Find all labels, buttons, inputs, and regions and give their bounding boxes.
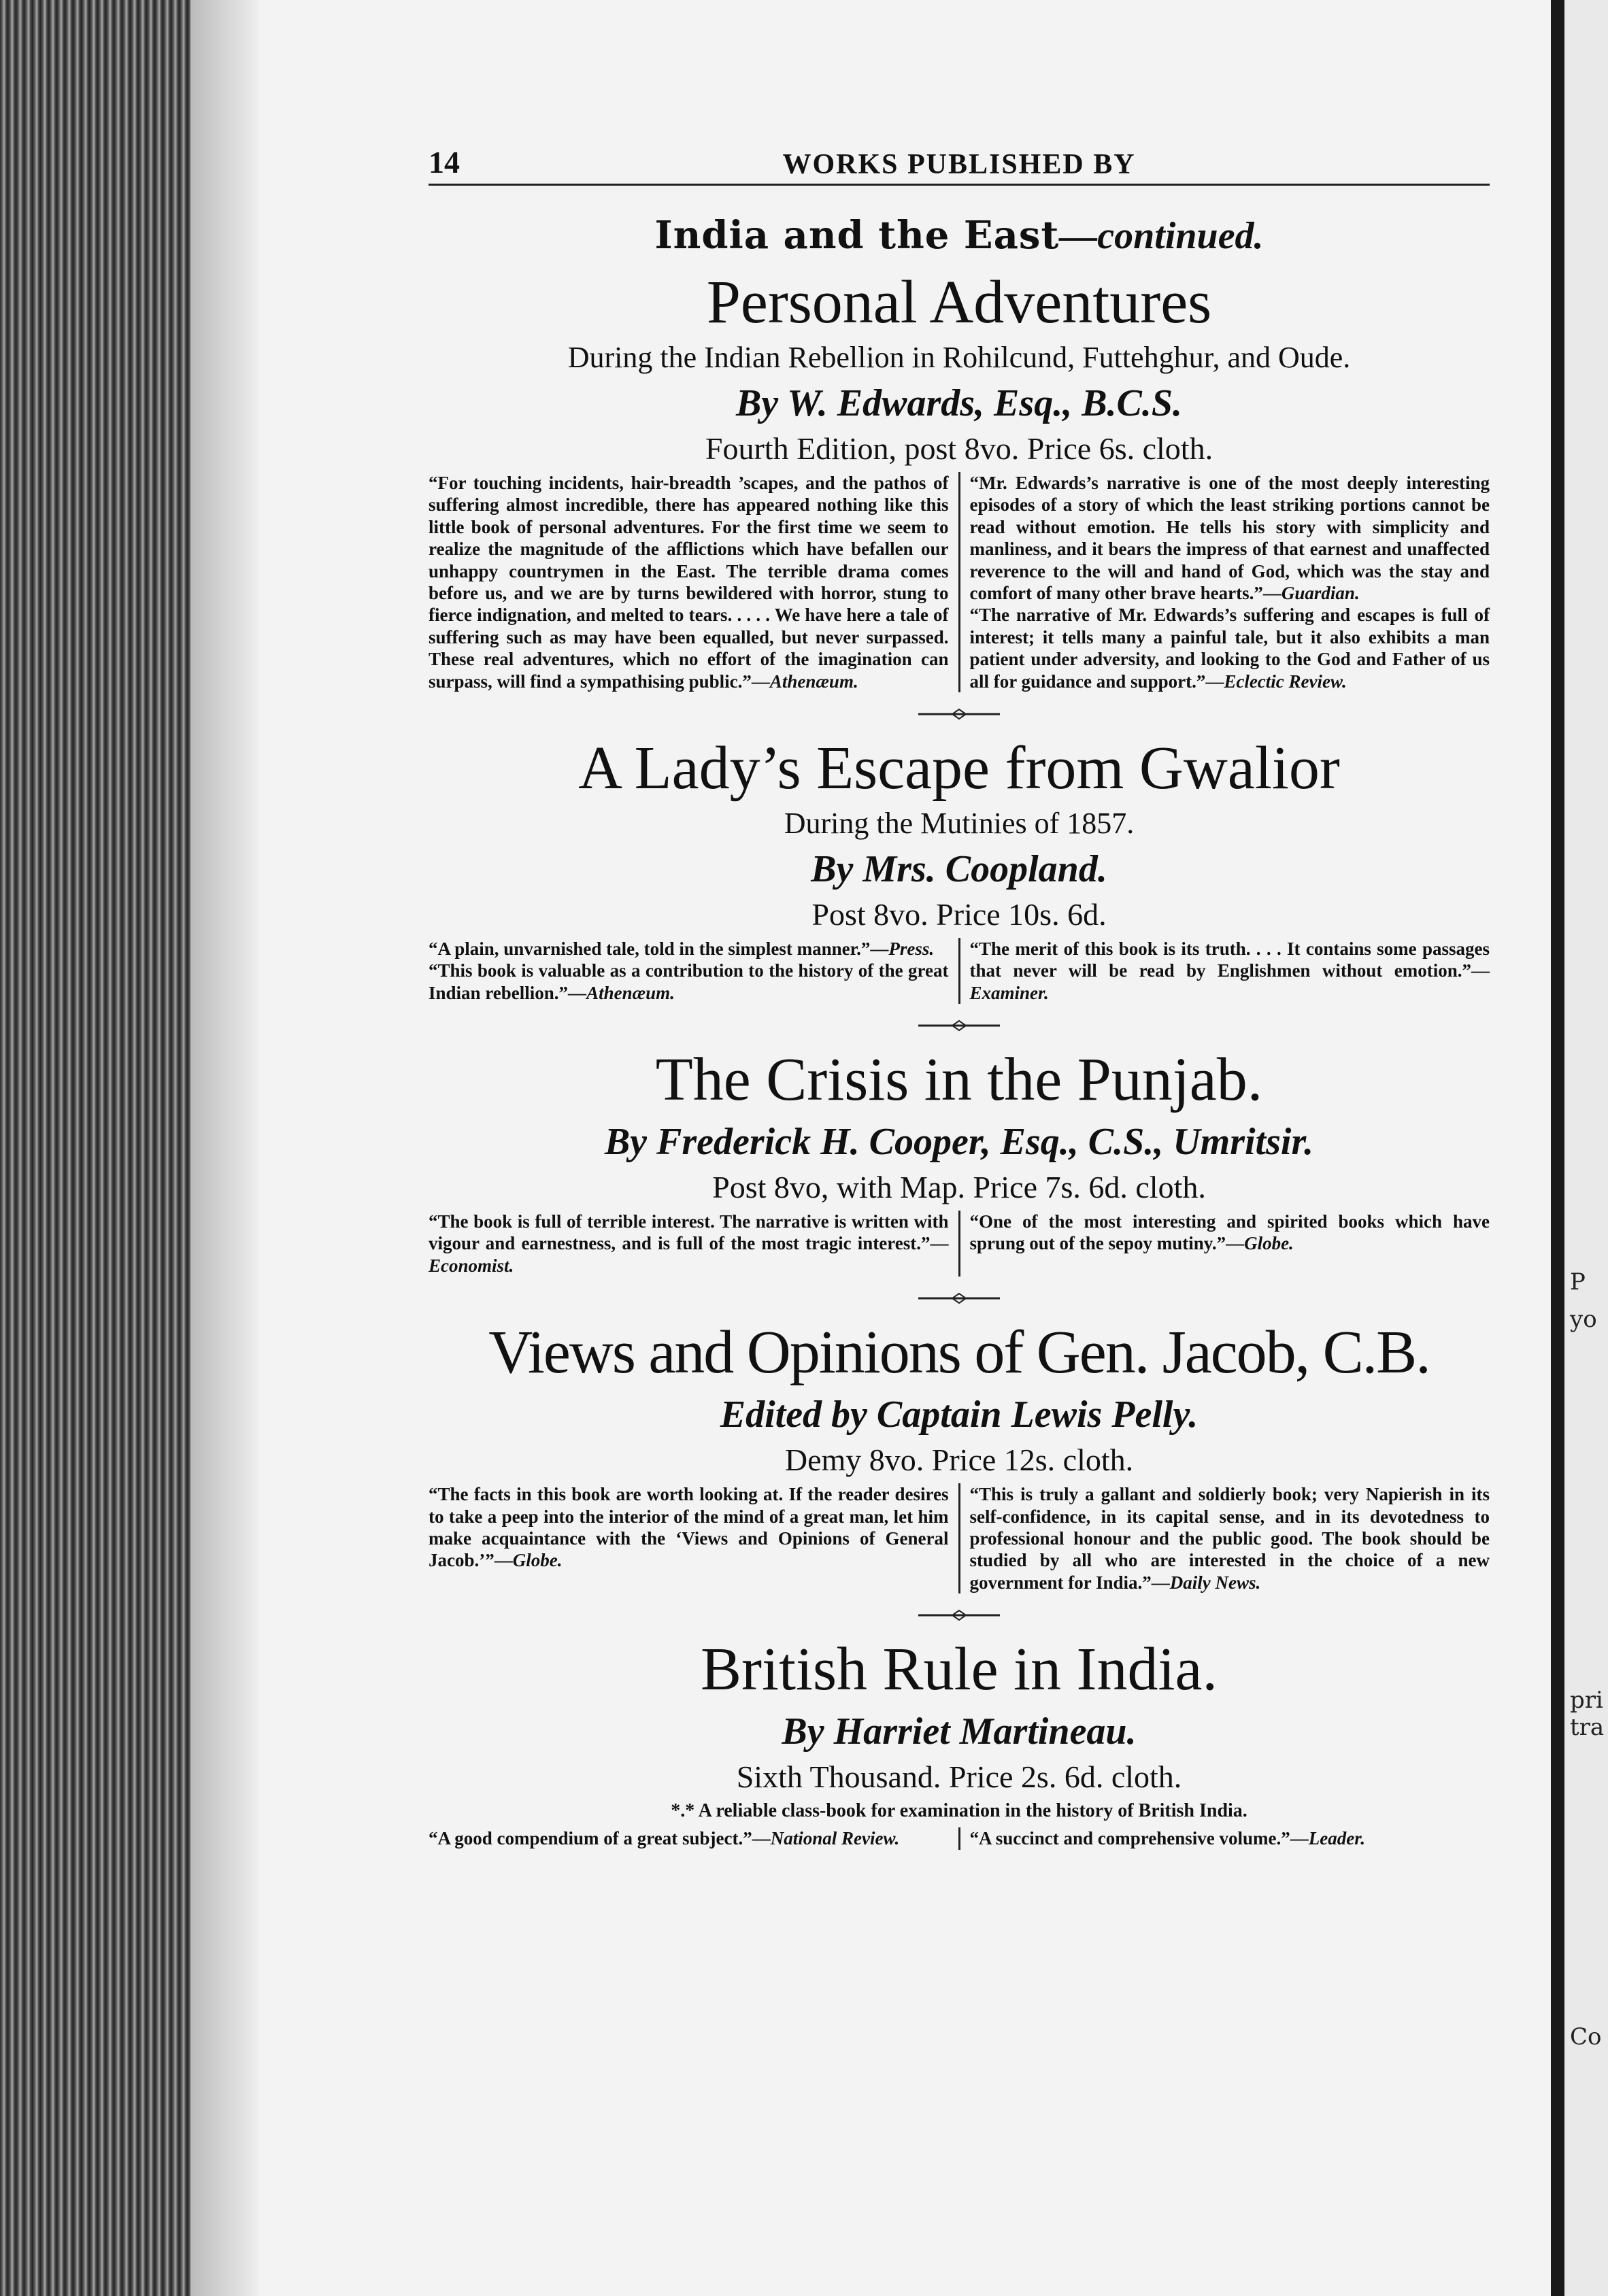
review-column-right <box>958 938 1490 1004</box>
adjacent-fragment: yo <box>1570 1306 1597 1333</box>
adjacent-page-sliver <box>1564 0 1608 2296</box>
review-quote: “The narrative of Mr. Edwards’s suffering and escapes is full of interest; it tells many a painful tale, but it also exhibits a man patient under adversity, and looking to the God and Father of us all for guidance and support.”—Eclectic Review. <box>969 605 1490 692</box>
book-author: By W. Edwards, Esq., B.C.S. <box>735 382 1183 424</box>
running-head-title: WORKS PUBLISHED BY <box>782 149 1136 180</box>
book-title: A Lady’s Escape from Gwalior <box>578 734 1340 802</box>
book-author: By Harriet Martineau. <box>782 1710 1137 1753</box>
review-column-left <box>429 1483 949 1593</box>
book-author: By Mrs. Coopland. <box>811 847 1107 890</box>
book-subtitle: During the Indian Rebellion in Rohilcund, Futtehghur, and Oude. <box>567 341 1351 374</box>
reviews <box>429 938 1490 1004</box>
reviews <box>429 1483 1490 1593</box>
review-quote: “The merit of this book is its truth. . . . It contains some passages that never will be read by Englishmen without emotion.”—Examiner. <box>969 938 1490 1003</box>
review-quote: “The book is full of terrible interest. The narrative is written with vigour and earnestness, and is full of the most tragic interest.”—Economist. <box>429 1211 949 1276</box>
review-column-left <box>429 1211 949 1277</box>
book-title: British Rule in India. <box>701 1636 1218 1704</box>
review-column-left <box>429 1827 949 1849</box>
book-subtitle: During the Mutinies of 1857. <box>784 806 1135 840</box>
review-column-right <box>958 1827 1490 1849</box>
review-source: Examiner. <box>969 982 1049 1003</box>
review-quote: “This is truly a gallant and soldierly book; very Napierish in its self-confidence, in its capital sense, and in its devotedness to professional honour and the public good. The book should be studied by all who are interested in the choice of a new government for India.”—Daily News. <box>969 1484 1490 1593</box>
review-column-right <box>958 1483 1490 1593</box>
review-source: Eclectic Review. <box>1224 671 1347 692</box>
review-source: Athenæum. <box>586 982 675 1003</box>
review-quote: “A plain, unvarnished tale, told in the simplest manner.”—Press. <box>429 938 935 959</box>
review-source: Guardian. <box>1281 582 1360 603</box>
ornament-separator <box>429 707 1490 724</box>
review-source: Leader. <box>1308 1828 1365 1849</box>
review-source: Economist. <box>429 1255 514 1276</box>
adjacent-fragment: tra <box>1570 1714 1605 1741</box>
review-quote: “A good compendium of a great subject.”—National Review. <box>429 1828 900 1849</box>
review-source: Globe. <box>1244 1233 1294 1254</box>
review-column-left <box>429 938 949 1004</box>
book-edge-inner <box>190 0 258 2296</box>
review-quote: “A succinct and comprehensive volume.”—Leader. <box>969 1828 1365 1849</box>
book-title: The Crisis in the Punjab. <box>655 1046 1263 1114</box>
book-title: Personal Adventures <box>706 269 1212 336</box>
review-column-right <box>958 1211 1490 1277</box>
review-source: Athenæum. <box>769 671 858 692</box>
page-number: 14 <box>429 145 460 180</box>
review-source: Globe. <box>512 1550 563 1571</box>
book-price: Fourth Edition, post 8vo. Price 6s. cloth. <box>705 431 1213 466</box>
section-continued: —continued. <box>1059 215 1264 257</box>
book-price: Demy 8vo. Price 12s. cloth. <box>784 1442 1134 1478</box>
book-entry <box>429 269 1490 692</box>
review-quote: “The facts in this book are worth looking at. If the reader desires to take a peep into the interior of the mind of a great man, let him make acquaintance with the ‘Views and Opinions of General Jacob.’”—Globe. <box>429 1484 949 1571</box>
adjacent-fragment: Co <box>1570 2023 1602 2050</box>
book-entry <box>429 1046 1490 1277</box>
review-quote: “This book is valuable as a contribution to the history of the great Indian rebellion.”—Athenæum. <box>429 960 949 1003</box>
book-title: Views and Opinions of Gen. Jacob, C.B. <box>488 1319 1430 1387</box>
review-quote: “For touching incidents, hair-breadth ’scapes, and the pathos of suffering almost incredible, there has appeared nothing like this little book of personal adventures. For the first time we seem to realize the magnitude of the afflictions which have befallen our unhappy countrymen in the East. The terrible drama comes before us, and we are by turns bewildered with horror, stung to fierce indignation, and melted to tears. . . . . We have here a tale of suffering such as may have been equalled, but never surpassed. These real adventures, which no effort of the imagination can surpass, will find a sympathising public.”—Athenæum. <box>429 473 949 692</box>
review-source: National Review. <box>770 1828 900 1849</box>
section-heading <box>429 213 1490 258</box>
book-author: By Frederick H. Cooper, Esq., C.S., Umritsir. <box>604 1121 1314 1164</box>
ornament-separator <box>429 1292 1490 1308</box>
review-source: Press. <box>888 938 935 959</box>
book-note: *.* A reliable class-book for examination in the history of British India. <box>671 1800 1247 1822</box>
book-price: Post 8vo. Price 10s. 6d. <box>811 896 1107 932</box>
review-source: Daily News. <box>1169 1572 1261 1593</box>
review-column-right <box>958 472 1490 692</box>
review-quote: “Mr. Edwards’s narrative is one of the most deeply interesting episodes of a story of which the least striking portions cannot be read without emotion. He tells his story with simplicity and manliness, and it bears the impress of that earnest and unaffected reverence to the will and hand of God, which was the stay and comfort of many other brave hearts.”—Guardian. <box>969 473 1490 603</box>
reviews <box>429 1211 1490 1277</box>
ornament-separator <box>429 1019 1490 1035</box>
book-entry <box>429 1636 1490 1849</box>
book-entry <box>429 1319 1490 1593</box>
reviews <box>429 472 1490 692</box>
running-head <box>429 136 1490 186</box>
review-quote: “One of the most interesting and spirited books which have sprung out of the sepoy mutiny.”—Globe. <box>969 1211 1490 1254</box>
book-page <box>258 0 1551 2296</box>
ornament-separator <box>429 1608 1490 1625</box>
book-author: Edited by Captain Lewis Pelly. <box>720 1394 1199 1436</box>
adjacent-fragment: pri <box>1570 1687 1603 1714</box>
review-column-left <box>429 472 949 692</box>
reviews <box>429 1827 1490 1849</box>
book-price: Sixth Thousand. Price 2s. 6d. cloth. <box>736 1759 1182 1795</box>
book-price: Post 8vo, with Map. Price 7s. 6d. cloth. <box>712 1170 1206 1205</box>
page-content <box>429 136 1490 1850</box>
book-entry <box>429 735 1490 1004</box>
section-name: India and the East <box>654 213 1060 258</box>
adjacent-fragment: P <box>1570 1268 1586 1296</box>
